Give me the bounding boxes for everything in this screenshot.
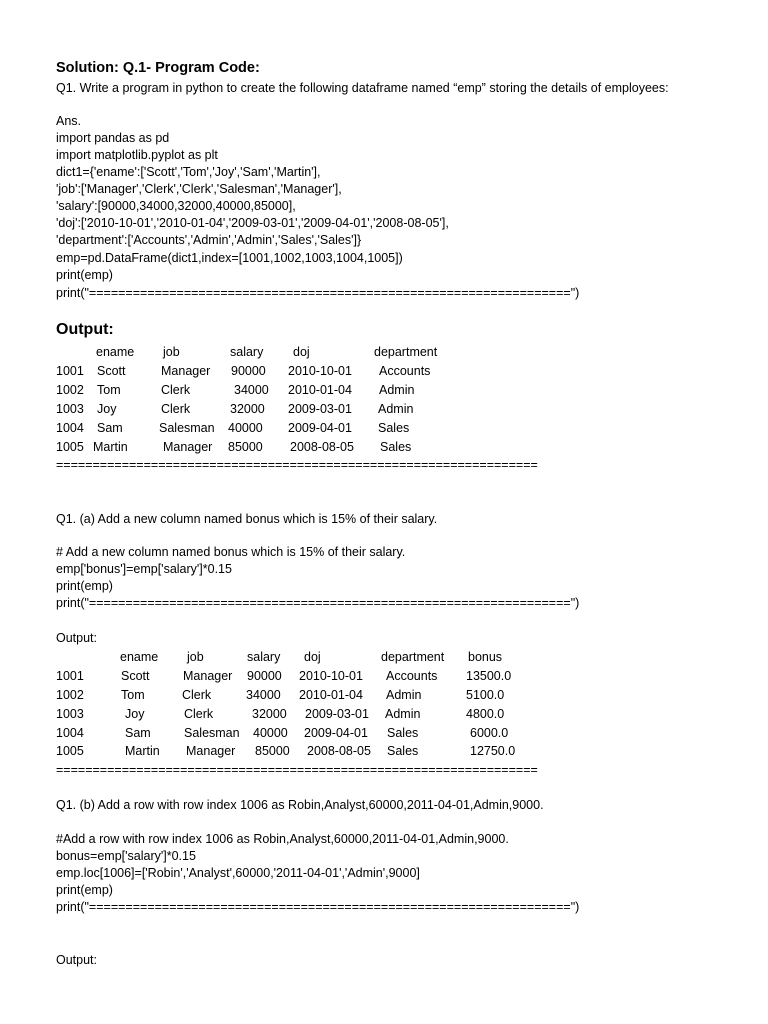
question-b-text: Q1. (b) Add a row with row index 1006 as Robin,Analyst,60000,2011-04-01,Admin,9000. xyxy=(56,798,544,812)
table-cell: Martin xyxy=(125,744,160,758)
code-line: import pandas as pd xyxy=(56,131,170,145)
column-header: doj xyxy=(293,345,310,359)
table-cell: Admin xyxy=(379,383,415,397)
table-cell: Clerk xyxy=(182,688,212,702)
code-line: print(emp) xyxy=(56,883,113,897)
table-cell: 2010-01-04 xyxy=(288,383,352,397)
table-cell: 34000 xyxy=(234,383,269,397)
row-index: 1005 xyxy=(56,744,84,758)
output-heading: Output: xyxy=(56,321,114,338)
table-row xyxy=(56,686,505,704)
code-line: print(emp) xyxy=(56,268,113,282)
table-cell: 2010-01-04 xyxy=(299,688,363,702)
column-header: department xyxy=(374,345,438,359)
row-index: 1005 xyxy=(56,440,84,454)
column-header: ename xyxy=(120,650,159,664)
code-line: print(emp) xyxy=(56,579,113,593)
table-cell: 90000 xyxy=(231,364,266,378)
table-cell: 34000 xyxy=(246,688,281,702)
separator-line: ================================================================== xyxy=(56,763,538,777)
table-cell: 13500.0 xyxy=(466,669,512,683)
code-line: print("==================================================================") xyxy=(56,596,580,610)
table-row xyxy=(56,705,505,723)
table-cell: 32000 xyxy=(230,402,265,416)
row-index: 1001 xyxy=(56,669,84,683)
code-line: emp.loc[1006]=['Robin','Analyst',60000,'2011-04-01','Admin',9000] xyxy=(56,866,420,880)
output-label-a: Output: xyxy=(56,631,97,645)
page-title: Solution: Q.1- Program Code: xyxy=(56,60,260,76)
table-row xyxy=(56,419,410,437)
table-cell: 2010-10-01 xyxy=(299,669,363,683)
output-label-b: Output: xyxy=(56,953,97,967)
code-line: 'job':['Manager','Clerk','Clerk','Salesman','Manager'], xyxy=(56,182,342,196)
table-cell: Tom xyxy=(121,688,145,702)
table-cell: Scott xyxy=(97,364,126,378)
question-intro: Q1. Write a program in python to create the following dataframe named “emp” storing the details of employees: xyxy=(56,81,669,95)
code-line: 'doj':['2010-10-01','2010-01-04','2009-03-01','2009-04-01','2008-08-05'], xyxy=(56,216,449,230)
row-index: 1002 xyxy=(56,688,84,702)
table-cell: Clerk xyxy=(161,383,191,397)
table-cell: Manager xyxy=(183,669,233,683)
code-line: dict1={'ename':['Scott','Tom','Joy','Sam','Martin'], xyxy=(56,165,321,179)
table-cell: Clerk xyxy=(161,402,191,416)
table-cell: 2008-08-05 xyxy=(307,744,371,758)
row-index: 1004 xyxy=(56,421,84,435)
answer-label: Ans. xyxy=(56,114,82,128)
table-cell: Martin xyxy=(93,440,128,454)
table-cell: Sales xyxy=(380,440,412,454)
column-header: salary xyxy=(247,650,281,664)
table-cell: 2009-03-01 xyxy=(288,402,352,416)
code-line: 'department':['Accounts','Admin','Admin','Sales','Sales']} xyxy=(56,233,362,247)
code-line: #Add a row with row index 1006 as Robin,Analyst,60000,2011-04-01,Admin,9000. xyxy=(56,832,509,846)
table-cell: Manager xyxy=(163,440,213,454)
table-cell: Tom xyxy=(97,383,121,397)
table-cell: Sales xyxy=(387,726,419,740)
code-line: bonus=emp['salary']*0.15 xyxy=(56,849,196,863)
table-cell: Joy xyxy=(125,707,145,721)
table-cell: 6000.0 xyxy=(470,726,509,740)
table-cell: Scott xyxy=(121,669,150,683)
table-header-row xyxy=(56,648,503,666)
table-cell: 2009-04-01 xyxy=(304,726,368,740)
table-cell: Accounts xyxy=(386,669,438,683)
column-header: bonus xyxy=(468,650,503,664)
code-line: print("==================================================================") xyxy=(56,900,580,914)
table-cell: Joy xyxy=(97,402,117,416)
table-cell: Admin xyxy=(378,402,414,416)
column-header: ename xyxy=(96,345,135,359)
code-line: print("==================================================================") xyxy=(56,286,580,300)
table-row xyxy=(56,400,414,418)
table-cell: 90000 xyxy=(247,669,282,683)
code-line: emp=pd.DataFrame(dict1,index=[1001,1002,1003,1004,1005]) xyxy=(56,251,403,265)
table-cell: 5100.0 xyxy=(466,688,505,702)
table-cell: 40000 xyxy=(253,726,288,740)
table-cell: Sam xyxy=(97,421,123,435)
table-row xyxy=(56,742,516,760)
table-row xyxy=(56,362,431,380)
code-line: # Add a new column named bonus which is 15% of their salary. xyxy=(56,545,406,559)
column-header: job xyxy=(163,345,180,359)
table-cell: 12750.0 xyxy=(470,744,516,758)
table-header-row xyxy=(56,343,438,361)
table-cell: Sales xyxy=(387,744,419,758)
table-cell: Manager xyxy=(186,744,236,758)
table-cell: Salesman xyxy=(159,421,215,435)
column-header: job xyxy=(187,650,204,664)
column-header: salary xyxy=(230,345,264,359)
row-index: 1003 xyxy=(56,402,84,416)
column-header: department xyxy=(381,650,445,664)
table-cell: 2009-04-01 xyxy=(288,421,352,435)
table-cell: 2008-08-05 xyxy=(290,440,354,454)
column-header: doj xyxy=(304,650,321,664)
table-cell: 85000 xyxy=(228,440,263,454)
table-cell: 40000 xyxy=(228,421,263,435)
table-cell: Sam xyxy=(125,726,151,740)
code-line: 'salary':[90000,34000,32000,40000,85000], xyxy=(56,199,296,213)
row-index: 1001 xyxy=(56,364,84,378)
table-cell: Salesman xyxy=(184,726,240,740)
table-row xyxy=(56,724,509,742)
table-row xyxy=(56,667,512,685)
table-cell: Accounts xyxy=(379,364,431,378)
code-line: emp['bonus']=emp['salary']*0.15 xyxy=(56,562,232,576)
table-cell: Manager xyxy=(161,364,211,378)
code-line: import matplotlib.pyplot as plt xyxy=(56,148,218,162)
table-row xyxy=(56,438,412,456)
table-row xyxy=(56,381,415,399)
table-cell: 32000 xyxy=(252,707,287,721)
table-cell: Sales xyxy=(378,421,410,435)
separator-line: ================================================================== xyxy=(56,458,538,472)
row-index: 1003 xyxy=(56,707,84,721)
table-cell: 85000 xyxy=(255,744,290,758)
question-a-text: Q1. (a) Add a new column named bonus which is 15% of their salary. xyxy=(56,512,438,526)
table-cell: Admin xyxy=(386,688,422,702)
table-cell: 2010-10-01 xyxy=(288,364,352,378)
table-cell: 2009-03-01 xyxy=(305,707,369,721)
row-index: 1002 xyxy=(56,383,84,397)
table-cell: Admin xyxy=(385,707,421,721)
row-index: 1004 xyxy=(56,726,84,740)
table-cell: 4800.0 xyxy=(466,707,505,721)
table-cell: Clerk xyxy=(184,707,214,721)
